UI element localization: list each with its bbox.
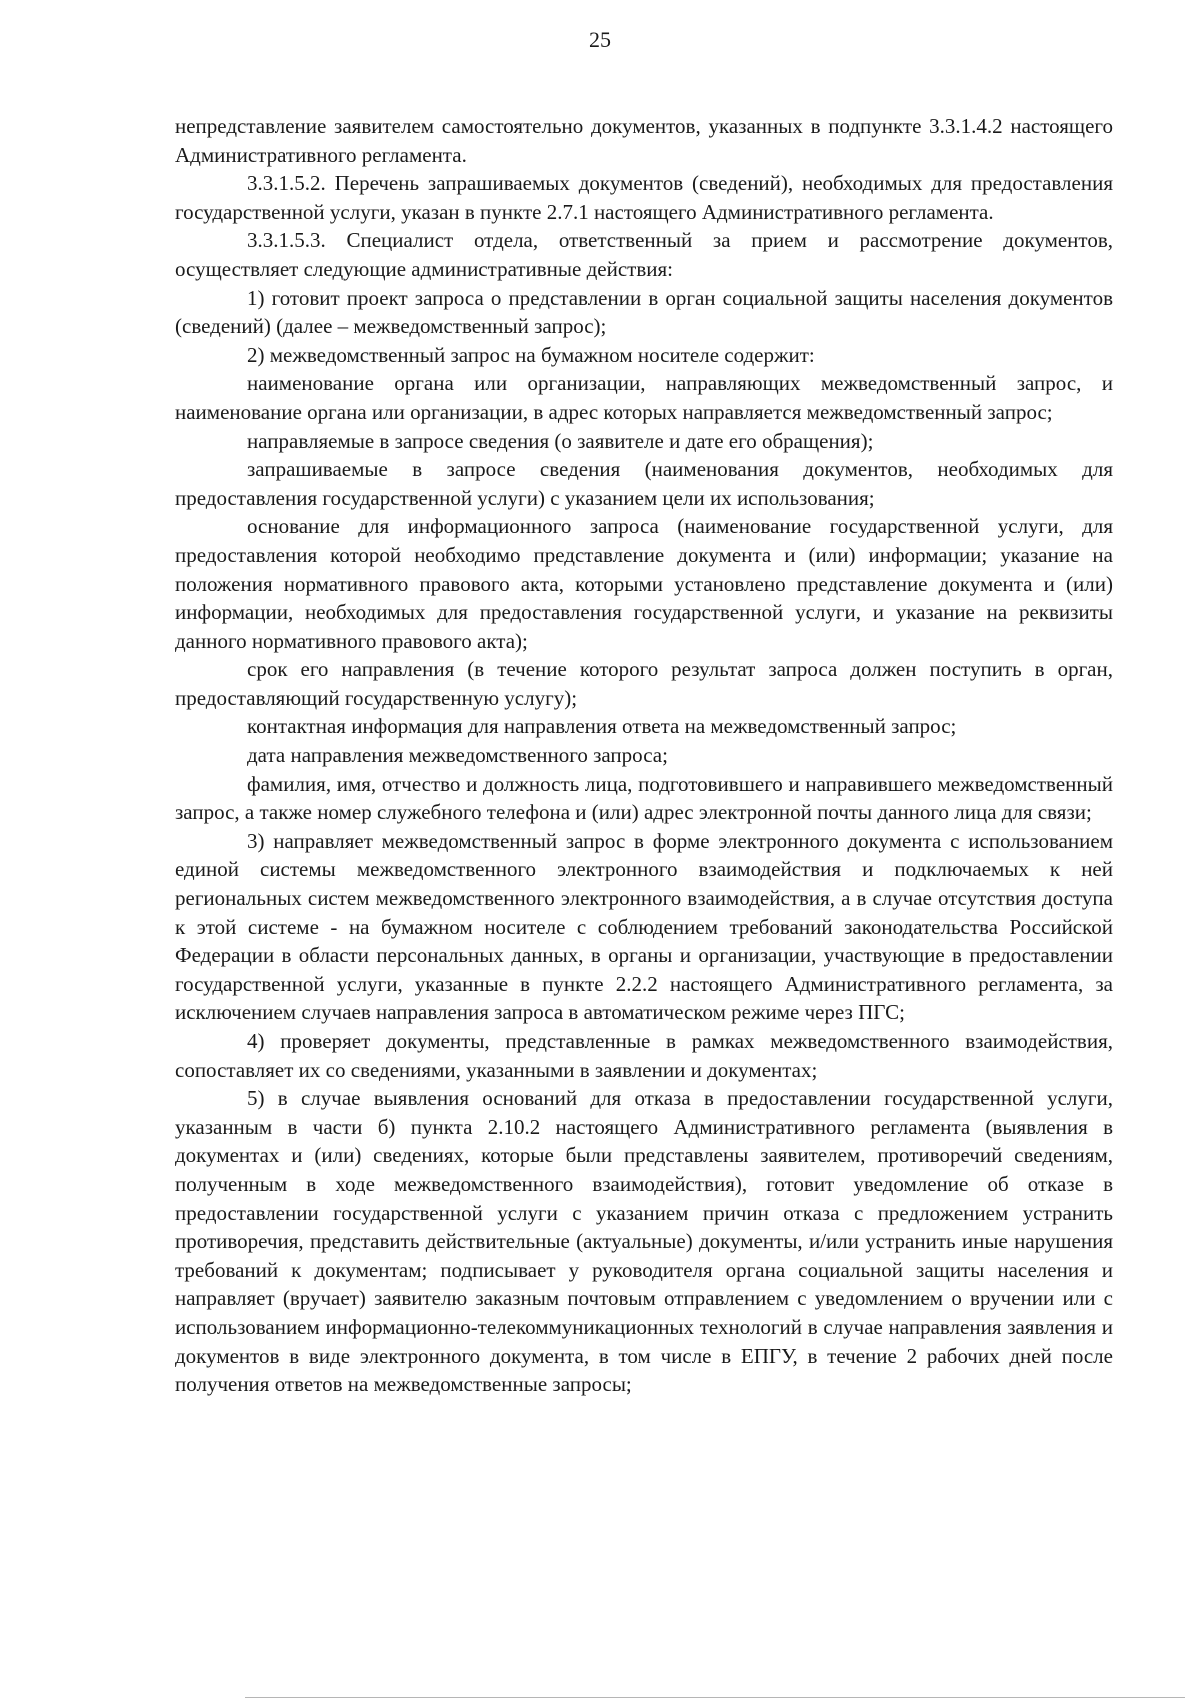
paragraph: фамилия, имя, отчество и должность лица, подготовившего и направившего межведомственный запрос, а также номер служебного телефона и (или) адрес электронной почты данного лица для связи; xyxy=(175,771,1113,825)
paragraph: 3.3.1.5.2. Перечень запрашиваемых документов (сведений), необходимых для предоставления государственной услуги, указан в пункте 2.7.1 настоящего Административного регламента. xyxy=(175,171,1113,224)
paragraph: 5) в случае выявления оснований для отказа в предоставлении государственной услуги, указанным в части б) пункта 2.10.2 настоящего Административного регламента (выявления в документах и (или) сведениях, которые были представлены заявителем, противоречий сведениям, полученным в ходе межведомственного взаимодействия), готовит уведомление об отказе в предоставлении государственной услуги с указанием причин отказа с предложением устранить противоречия, представить действительные (актуальные) документы, и/или устранить иные нарушения требований к документам; подписывает у руководителя органа социальной защиты населения и направляет (вручает) заявителю заказным почтовым отправлением с уведомлением о вручении или с использованием информационно-телекоммуникационных технологий в случае направления заявления и документов в виде электронного документа, в том числе в ЕПГУ, в течение 2 рабочих дней после получения ответов на межведомственные запросы; xyxy=(175,1086,1113,1397)
paragraph: дата направления межведомственного запроса; xyxy=(247,743,668,768)
page-number: 25 xyxy=(589,27,611,52)
paragraph: непредставление заявителем самостоятельно документов, указанных в подпункте 3.3.1.4.2 настоящего Административного регламента. xyxy=(175,114,1113,167)
paragraph: направляемые в запросе сведения (о заявителе и дате его обращения); xyxy=(247,428,874,453)
document-body xyxy=(175,112,1113,1399)
paragraph: контактная информация для направления ответа на межведомственный запрос; xyxy=(247,714,957,739)
paragraph: запрашиваемые в запросе сведения (наименования документов, необходимых для предоставления государственной услуги) с указанием цели их использования; xyxy=(175,457,1113,510)
paragraph: 1) готовит проект запроса о представлении в орган социальной защиты населения документов (сведений) (далее – межведомственный запрос); xyxy=(175,285,1113,339)
paragraph: 3) направляет межведомственный запрос в форме электронного документа с использованием единой системы межведомственного электронного взаимодействия и подключаемых к ней региональных систем межведомственного электронного взаимодействия, а в случае отсутствия доступа к этой системе - на бумажном носителе с соблюдением требований законодательства Российской Федерации в области персональных данных, в органы и организации, участвующие в предоставлении государственной услуги, указанные в пункте 2.2.2 настоящего Административного регламента, за исключением случаев направления запроса в автоматическом режиме через ПГС; xyxy=(175,828,1113,1025)
page-bottom-divider xyxy=(245,1697,1185,1698)
paragraph: срок его направления (в течение которого результат запроса должен поступить в орган, предоставляющий государственную услугу); xyxy=(175,657,1113,710)
paragraph: 2) межведомственный запрос на бумажном носителе содержит: xyxy=(247,342,815,367)
paragraph: 3.3.1.5.3. Специалист отдела, ответственный за прием и рассмотрение документов, осуществляет следующие административные действия: xyxy=(175,228,1113,281)
paragraph: наименование органа или организации, направляющих межведомственный запрос, и наименование органа или организации, в адрес которых направляется межведомственный запрос; xyxy=(175,371,1113,424)
paragraph: 4) проверяет документы, представленные в рамках межведомственного взаимодействия, сопоставляет их со сведениями, указанными в заявлении и документах; xyxy=(175,1029,1113,1082)
paragraph: основание для информационного запроса (наименование государственной услуги, для предоставления которой необходимо представление документа и (или) информации; указание на положения нормативного правового акта, которыми установлено представление документа и (или) информации, необходимых для предоставления государственной услуги, и указание на реквизиты данного нормативного правового акта); xyxy=(175,514,1113,653)
